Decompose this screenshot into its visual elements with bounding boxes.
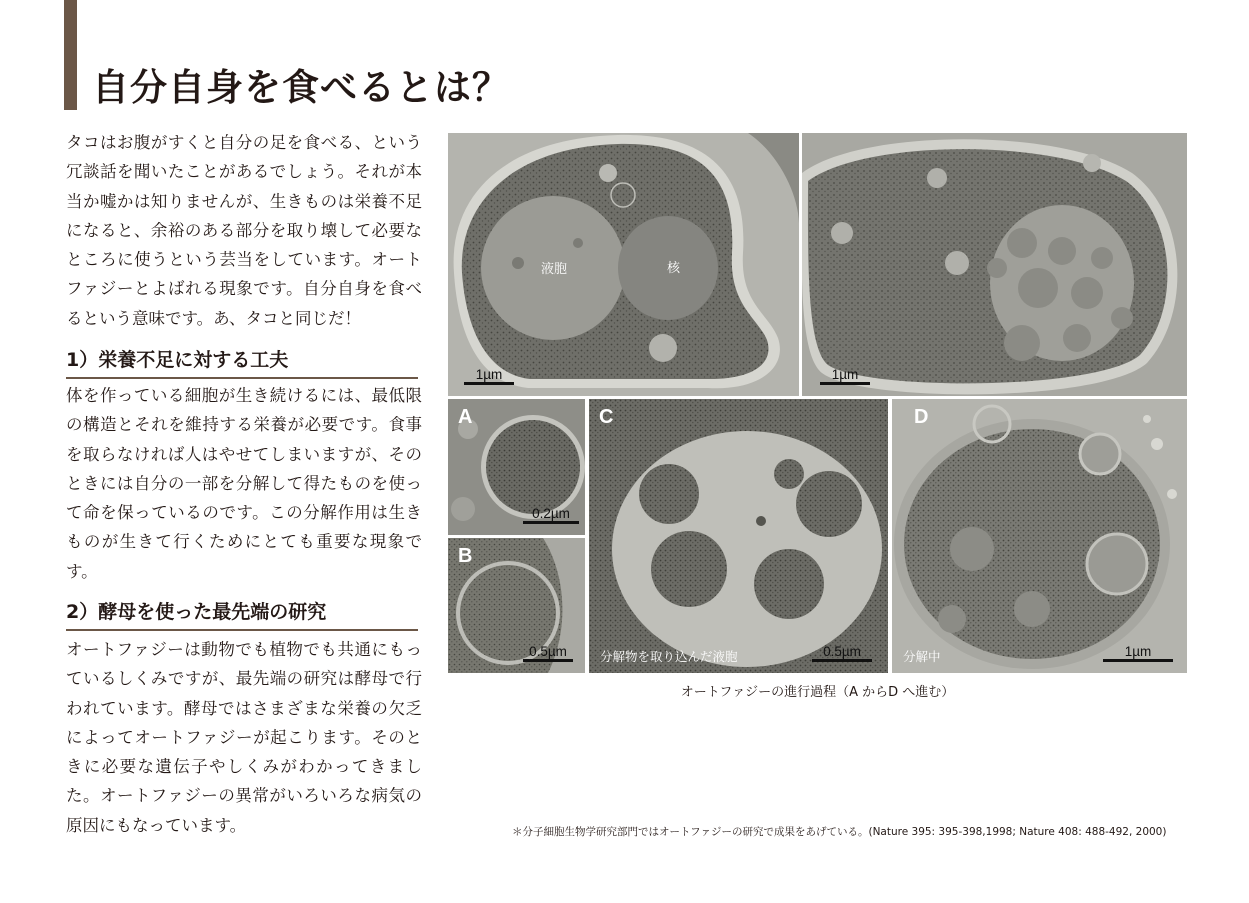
scale-line-top-left: [464, 382, 514, 385]
scale-line-top-right: [820, 382, 870, 385]
micrograph-top-right: [802, 133, 1187, 396]
micrograph-panel-c-image: [589, 399, 888, 673]
micrograph-panel-a: [448, 399, 585, 535]
scale-bar-panel-a: [523, 506, 579, 524]
panel-c-caption: 分解物を取り込んだ液胞: [600, 649, 738, 664]
section1-heading: 1）栄養不足に対する工夫: [66, 346, 418, 379]
panel-d-label: D: [914, 406, 929, 428]
title-accent-bar: [64, 0, 77, 110]
panel-b-label: B: [458, 545, 473, 567]
section1-body: 体を作っている細胞が生き続けるには、最低限の構造とそれを維持する栄養が必要です。食事を取らなければ人はやせてしまいますが、そのときには自分の一部を分解して得たものを使って命を保っているのです。この分解作用は生きものが生きて行くためにとても重要な現象です。: [66, 386, 422, 581]
panel-c-label: C: [599, 406, 614, 428]
micrograph-panel-b: [448, 538, 585, 673]
intro-paragraph: タコはお腹がすくと自分の足を食べる、という冗談話を聞いたことがあるでしょう。それが本当か嘘かは知りませんが、生きものは栄養不足になると、余裕のある部分を取り壊して必要なところに使うという芸当をしています。オートファジーとよばれる現象です。自分自身を食べるという意味です。あ、タコと同じだ！: [66, 133, 422, 328]
scale-bar-panel-c: [812, 644, 872, 662]
scale-label-panel-c: 0.5µm: [823, 644, 861, 659]
scale-bar-panel-d: [1103, 644, 1173, 662]
micrograph-panel-c: [589, 399, 888, 673]
scale-label-panel-d: 1µm: [1124, 644, 1152, 659]
scale-line-panel-a: [523, 521, 579, 524]
scale-label-panel-a: 0.2µm: [532, 506, 570, 521]
micrograph-top-right-image: [802, 133, 1187, 396]
label-vacuole: 液胞: [541, 262, 568, 277]
micrograph-top-left: [448, 133, 799, 396]
section2-body: オートファジーは動物でも植物でも共通にもっているしくみですが、最先端の研究は酵母で行われています。酵母ではさまざまな栄養の欠乏によってオートファジーが起こります。そのときに必要な遺伝子やしくみがわかってきました。オートファジーの異常がいろいろな病気の原因にもなっています。: [66, 640, 422, 835]
scale-label-top-left: 1µm: [475, 367, 503, 382]
micrograph-panel-d-image: [892, 399, 1187, 673]
scale-bar-top-left: [464, 367, 514, 385]
scale-label-panel-b: 0.5µm: [529, 644, 567, 659]
scale-bar-panel-b: [523, 644, 573, 662]
panel-d-caption: 分解中: [903, 649, 941, 664]
page-title: 自分自身を食べるとは？: [92, 66, 510, 109]
label-nucleus: 核: [667, 261, 681, 276]
panel-a-label: A: [458, 406, 473, 428]
scale-label-top-right: 1µm: [831, 367, 859, 382]
footnote: ＊分子細胞生物学研究部門ではオートファジーの研究で成果をあげている。(Nature 395: 395-398,1998; Nature 408: 488-492, 2000): [512, 826, 1167, 838]
section2-heading: 2）酵母を使った最先端の研究: [66, 598, 418, 631]
scale-bar-top-right: [820, 367, 870, 385]
micrograph-top-left-image: [448, 133, 799, 396]
scale-line-panel-c: [812, 659, 872, 662]
scale-line-panel-b: [523, 659, 573, 662]
scale-line-panel-d: [1103, 659, 1173, 662]
figure-caption: オートファジーの進行過程（A からD へ進む）: [680, 685, 955, 700]
micrograph-panel-d: [892, 399, 1187, 673]
